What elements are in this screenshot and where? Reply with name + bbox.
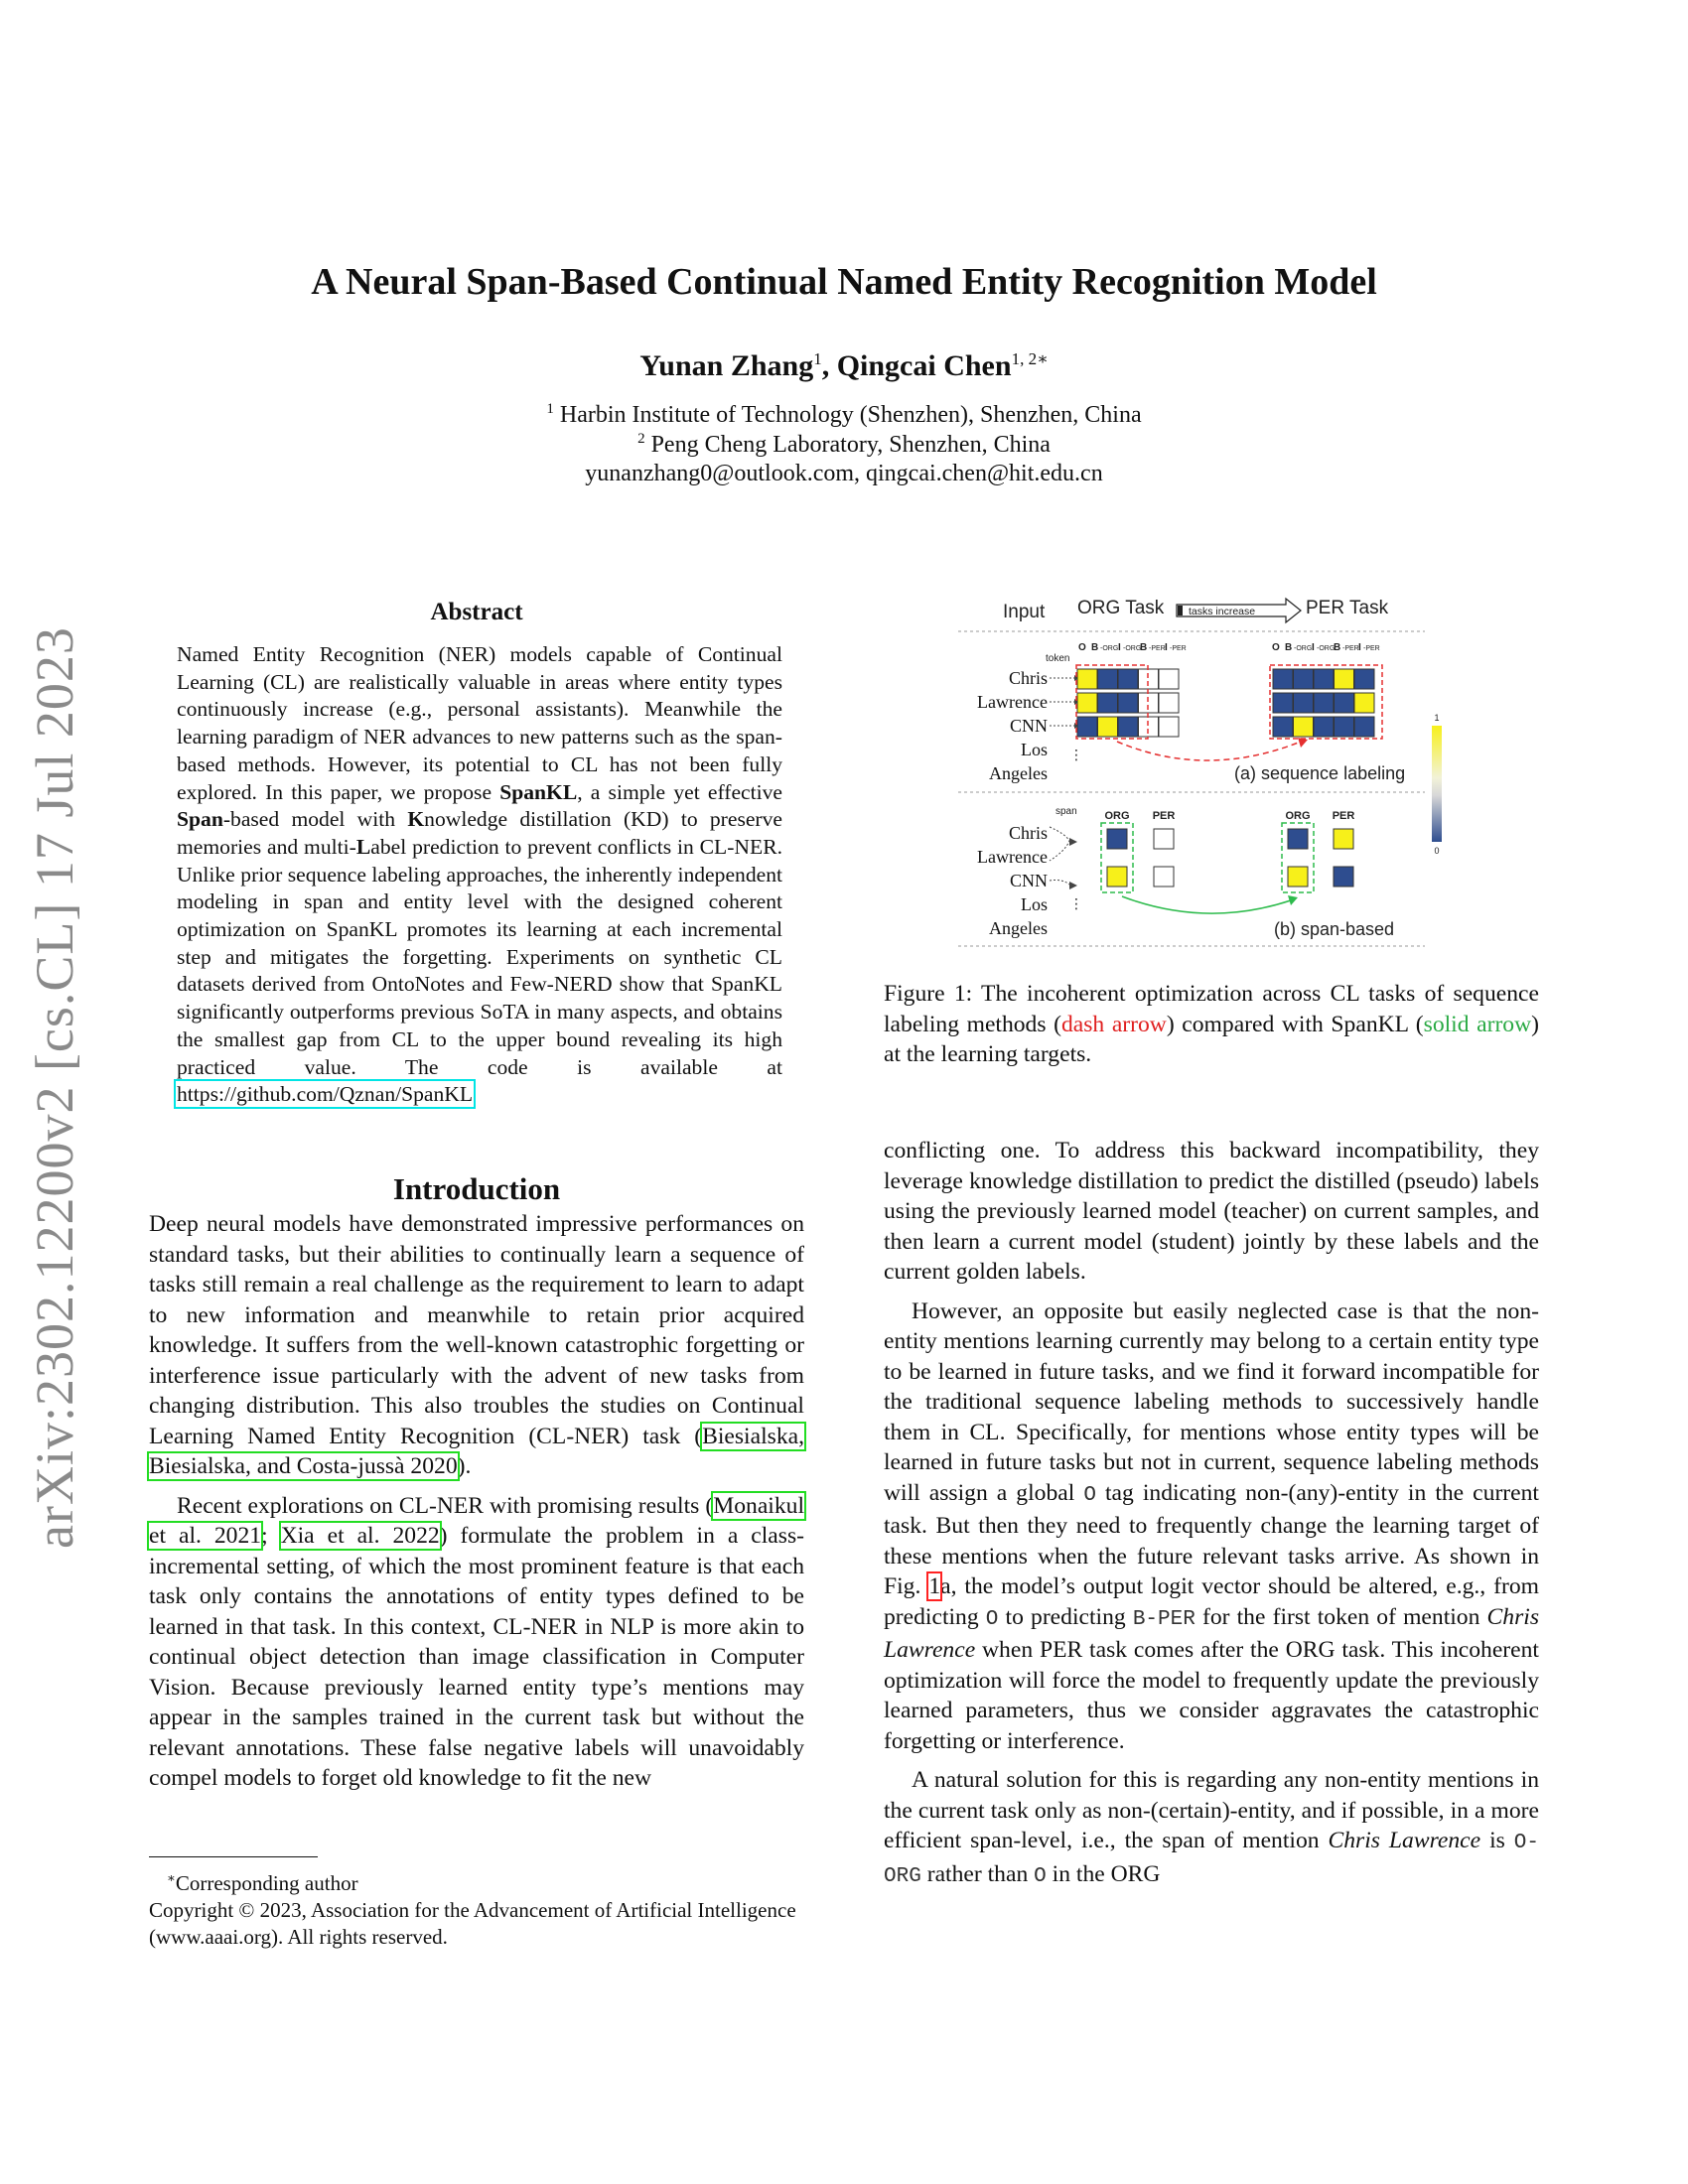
paragraph: However, an opposite but easily neglected case is that the non-entity mentions learning currently may belong to a certain entity type to be learned in future tasks, and we find it forward incompatible for the traditional sequence labeling methods to successively handle them in CL. Specifically, for mentions whose entity types will be learned in future tasks but not in current, sequence labeling methods will assign a global O tag indicating non-(any)-entity in the current task. But then they need to frequently change the learning target of these mentions when the future relevant tasks arrive. As shown in Fig. 1a, the model’s output logit vector should be altered, e.g., from predicting O to predicting B-PER for the first token of mention Chris Lawrence when PER task comes after the ORG task. This incoherent optimization will force the model to frequently update the previously learned parameters, thus we consider aggravates the catastrophic forgetting or interference. [884,1297,1539,1754]
svg-text:1: 1 [1434,713,1440,723]
fig-org-task: ORG Task [1077,598,1165,618]
word-lawrence: Lawrence [977,847,1048,867]
paragraph: Recent explorations on CL-NER with promising results (Monaikul et al. 2021; Xia et al. 2022) formulate the problem in a class-incremental setting, of which the most prominent feature is that each task only contains the annotations of entity types defined to be learned in that task. In this context, CL-NER in NLP is more akin to continual object detection than image classification in Computer Vision. Because previously learned entity type’s mentions may appear in the samples trained in the current task but without the relevant annotations. These false negative labels will unavoidably compel models to forget old knowledge to fit the new [149,1492,804,1791]
affiliation-2 [0,431,1688,459]
citation-link[interactable]: Xia et al. 2022 [280,1523,440,1549]
seq-cell [1273,669,1293,689]
word-angeles: Angeles [989,763,1048,783]
svg-text:O: O [1272,642,1280,653]
footnote: ∗Corresponding author Copyright © 2023, Association for the Advancement of Artificial Intelligence (www.aaai.org). All rights reserved. [149,1864,804,1951]
word-lawrence: Lawrence [977,692,1048,712]
svg-text:ORG: ORG [1104,810,1130,822]
seq-cell [1077,717,1097,737]
citation-link[interactable]: Biesialska, Biesialska, and Costa-jussà 2020 [149,1423,804,1479]
seq-cell [1118,717,1138,737]
author-name: Qingcai Chen [836,349,1012,382]
seq-cell [1294,717,1314,737]
seq-cell [1159,717,1179,737]
span-cell [1154,829,1174,849]
svg-text:B: B [1140,642,1148,653]
svg-text:I: I [1118,642,1121,653]
seq-cell [1098,717,1118,737]
svg-text:⋮: ⋮ [1069,747,1083,762]
figure-1-caption: Figure 1: The incoherent optimization across CL tasks of sequence labeling methods (dash arrow) compared with SpanKL (solid arrow) at the learning targets. [884,981,1539,1067]
word-chris: Chris [1008,823,1048,843]
seq-grid-per [1273,669,1374,737]
seq-cell [1118,669,1138,689]
arxiv-stamp: arXiv:2302.12200v2 [cs.CL] 17 Jul 2023 [25,626,84,1549]
author-affil-mark: 1 [813,349,822,368]
svg-text:⋮: ⋮ [1069,895,1083,911]
word-cnn: CNN [1009,871,1048,890]
span-cell [1334,829,1353,849]
span-cell [1107,867,1127,887]
seq-cell [1314,693,1334,713]
seq-cell [1335,669,1354,689]
red-dash-arrow-label: dash arrow [1060,1011,1167,1037]
tag-header-left [1078,642,1187,653]
svg-text:PER: PER [1332,810,1355,822]
fig-caption-a: (a) sequence labeling [1234,763,1406,783]
svg-text:I: I [1358,642,1361,653]
seq-cell [1273,693,1293,713]
paragraph: conflicting one. To address this backward incompatibility, they leverage knowledge distillation to predict the distilled (pseudo) labels using the previously learned model (teacher) on current samples, and then learn a current model (student) jointly by these labels and the current golden labels. [884,1138,1539,1285]
svg-text:-PER: -PER [1149,645,1166,652]
tasks-increase-arrow [1177,599,1301,622]
svg-text:I: I [1165,642,1168,653]
word-los: Los [1021,894,1048,914]
svg-text:tasks increase: tasks increase [1189,606,1256,617]
author-emails: yunanzhang0@outlook.com, qingcai.chen@hit.edu.cn [585,461,1103,486]
word-cnn: CNN [1009,716,1048,736]
seq-cell [1354,669,1374,689]
word-los: Los [1021,740,1048,759]
seq-cell [1273,717,1293,737]
seq-cell [1314,669,1334,689]
svg-text:-PER: -PER [1363,645,1380,652]
affil-text: Harbin Institute of Technology (Shenzhen), Shenzhen, China [553,402,1142,428]
seq-cell [1335,717,1354,737]
token-label: token [1046,653,1070,664]
seq-cell [1294,669,1314,689]
intro-right-column [884,1136,1539,1892]
affil-mark: 1 [546,401,554,417]
word-angeles: Angeles [989,918,1048,938]
affil-mark: 2 [637,431,645,447]
span-cell [1107,829,1127,849]
svg-text:-ORG: -ORG [1100,645,1119,652]
tag-header-right [1272,642,1380,653]
span-cell [1288,867,1308,887]
fig-per-task: PER Task [1306,598,1389,618]
abstract-body: Named Entity Recognition (NER) models capable of Continual Learning (CL) are realistically valuable in areas where entity types continuously increase (e.g., personal assistants). Meanwhile the learning paradigm of NER advances to new patterns such as the span-based methods. However, its potential to CL has not been fully explored. In this paper, we propose SpanKL, a simple yet effective Span-based model with Knowledge distillation (KD) to preserve memories and multi-Label prediction to prevent conflicts in CL-NER. Unlike prior sequence labeling approaches, the inherently independent modeling in span and entity level with the designed coherent optimization on SpanKL promotes its learning at each incremental step and mitigates the forgetting. Experiments on synthetic CL datasets derived from OntoNotes and Few-NERD show that SpanKL significantly outperforms previous SoTA in many aspects, and obtains the smallest gap from CL to the upper bound revealing its high practiced value. The code is available at https://github.com/Qznan/SpanKL [177,642,783,1107]
abstract-heading: Abstract [430,599,523,625]
author-name: Yunan Zhang [639,349,814,382]
seq-cell [1077,693,1097,713]
seq-cell [1354,693,1374,713]
svg-text:-ORG: -ORG [1294,645,1313,652]
paper-title: A Neural Span-Based Continual Named Entity Recognition Model [311,261,1377,303]
authors [0,349,1688,383]
figure-ref-link[interactable]: 1 [928,1573,941,1599]
svg-text:I: I [1312,642,1315,653]
span-label: span [1055,806,1077,817]
seq-cell [1118,693,1138,713]
span-cell [1154,867,1174,887]
color-scale [1432,726,1442,842]
seq-cell [1314,717,1334,737]
word-chris: Chris [1008,668,1048,688]
svg-text:B: B [1285,642,1293,653]
seq-cell [1098,693,1118,713]
svg-text:O: O [1078,642,1086,653]
code-link[interactable]: https://github.com/Qznan/SpanKL [177,1082,474,1107]
svg-text:PER: PER [1152,810,1176,822]
copyright-note: Copyright © 2023, Association for the Advancement of Artificial Intelligence (www.aaai.org). All rights reserved. [149,1898,796,1949]
figure-1 [958,591,1465,963]
footnote-rule [149,1856,318,1857]
seq-cell [1294,693,1314,713]
svg-text:0: 0 [1434,846,1440,856]
svg-text:-PER: -PER [1170,645,1187,652]
green-solid-arrow-label: solid arrow [1423,1011,1532,1037]
seq-cell [1335,693,1354,713]
citation-link[interactable]: Monaikul et al. 2021 [149,1492,804,1549]
affil-text: Peng Cheng Laboratory, Shenzhen, China [644,432,1051,458]
intro-left-column [149,1209,804,1794]
svg-text:-PER: -PER [1342,645,1359,652]
svg-text:-ORG: -ORG [1123,645,1142,652]
seq-cell [1159,669,1179,689]
seq-cell [1159,693,1179,713]
fig-input-label: Input [1003,602,1046,622]
seq-cell [1098,669,1118,689]
affiliation-1 [0,401,1688,429]
svg-text:B: B [1334,642,1341,653]
introduction-heading: Introduction [392,1171,561,1206]
paragraph: Deep neural models have demonstrated impressive performances on standard tasks, but their abilities to continually learn a sequence of tasks still remain a real challenge as the requirement to learn to adapt to new information and meanwhile to retain prior acquired knowledge. It suffers from the well-known catastrophic forgetting or interference issue particularly with the advent of new tasks from changing distribution. This also troubles the studies on Continual Learning Named Entity Recognition (CL-NER) task (Biesialska, Biesialska, and Costa-jussà 2020). [149,1211,804,1479]
green-solid-arrow [1122,896,1291,913]
author-affil-mark: 1, 2∗ [1011,349,1049,368]
svg-text:-ORG: -ORG [1317,645,1336,652]
seq-cell [1354,717,1374,737]
svg-text:ORG: ORG [1285,810,1311,822]
paragraph: A natural solution for this is regarding any non-entity mentions in the current task only as non-(certain)-entity, and if possible, in a more efficient span-level, i.e., the span of mention Chris Lawrence is O-ORG rather than O in the ORG [884,1767,1539,1888]
seq-grid-org [1077,669,1179,737]
fig-caption-b: (b) span-based [1274,919,1395,939]
svg-text:B: B [1091,642,1099,653]
author-sep: , [821,349,837,382]
span-cell [1334,867,1353,887]
seq-cell [1077,669,1097,689]
span-cell [1288,829,1308,849]
red-dash-arrow [1117,742,1301,760]
